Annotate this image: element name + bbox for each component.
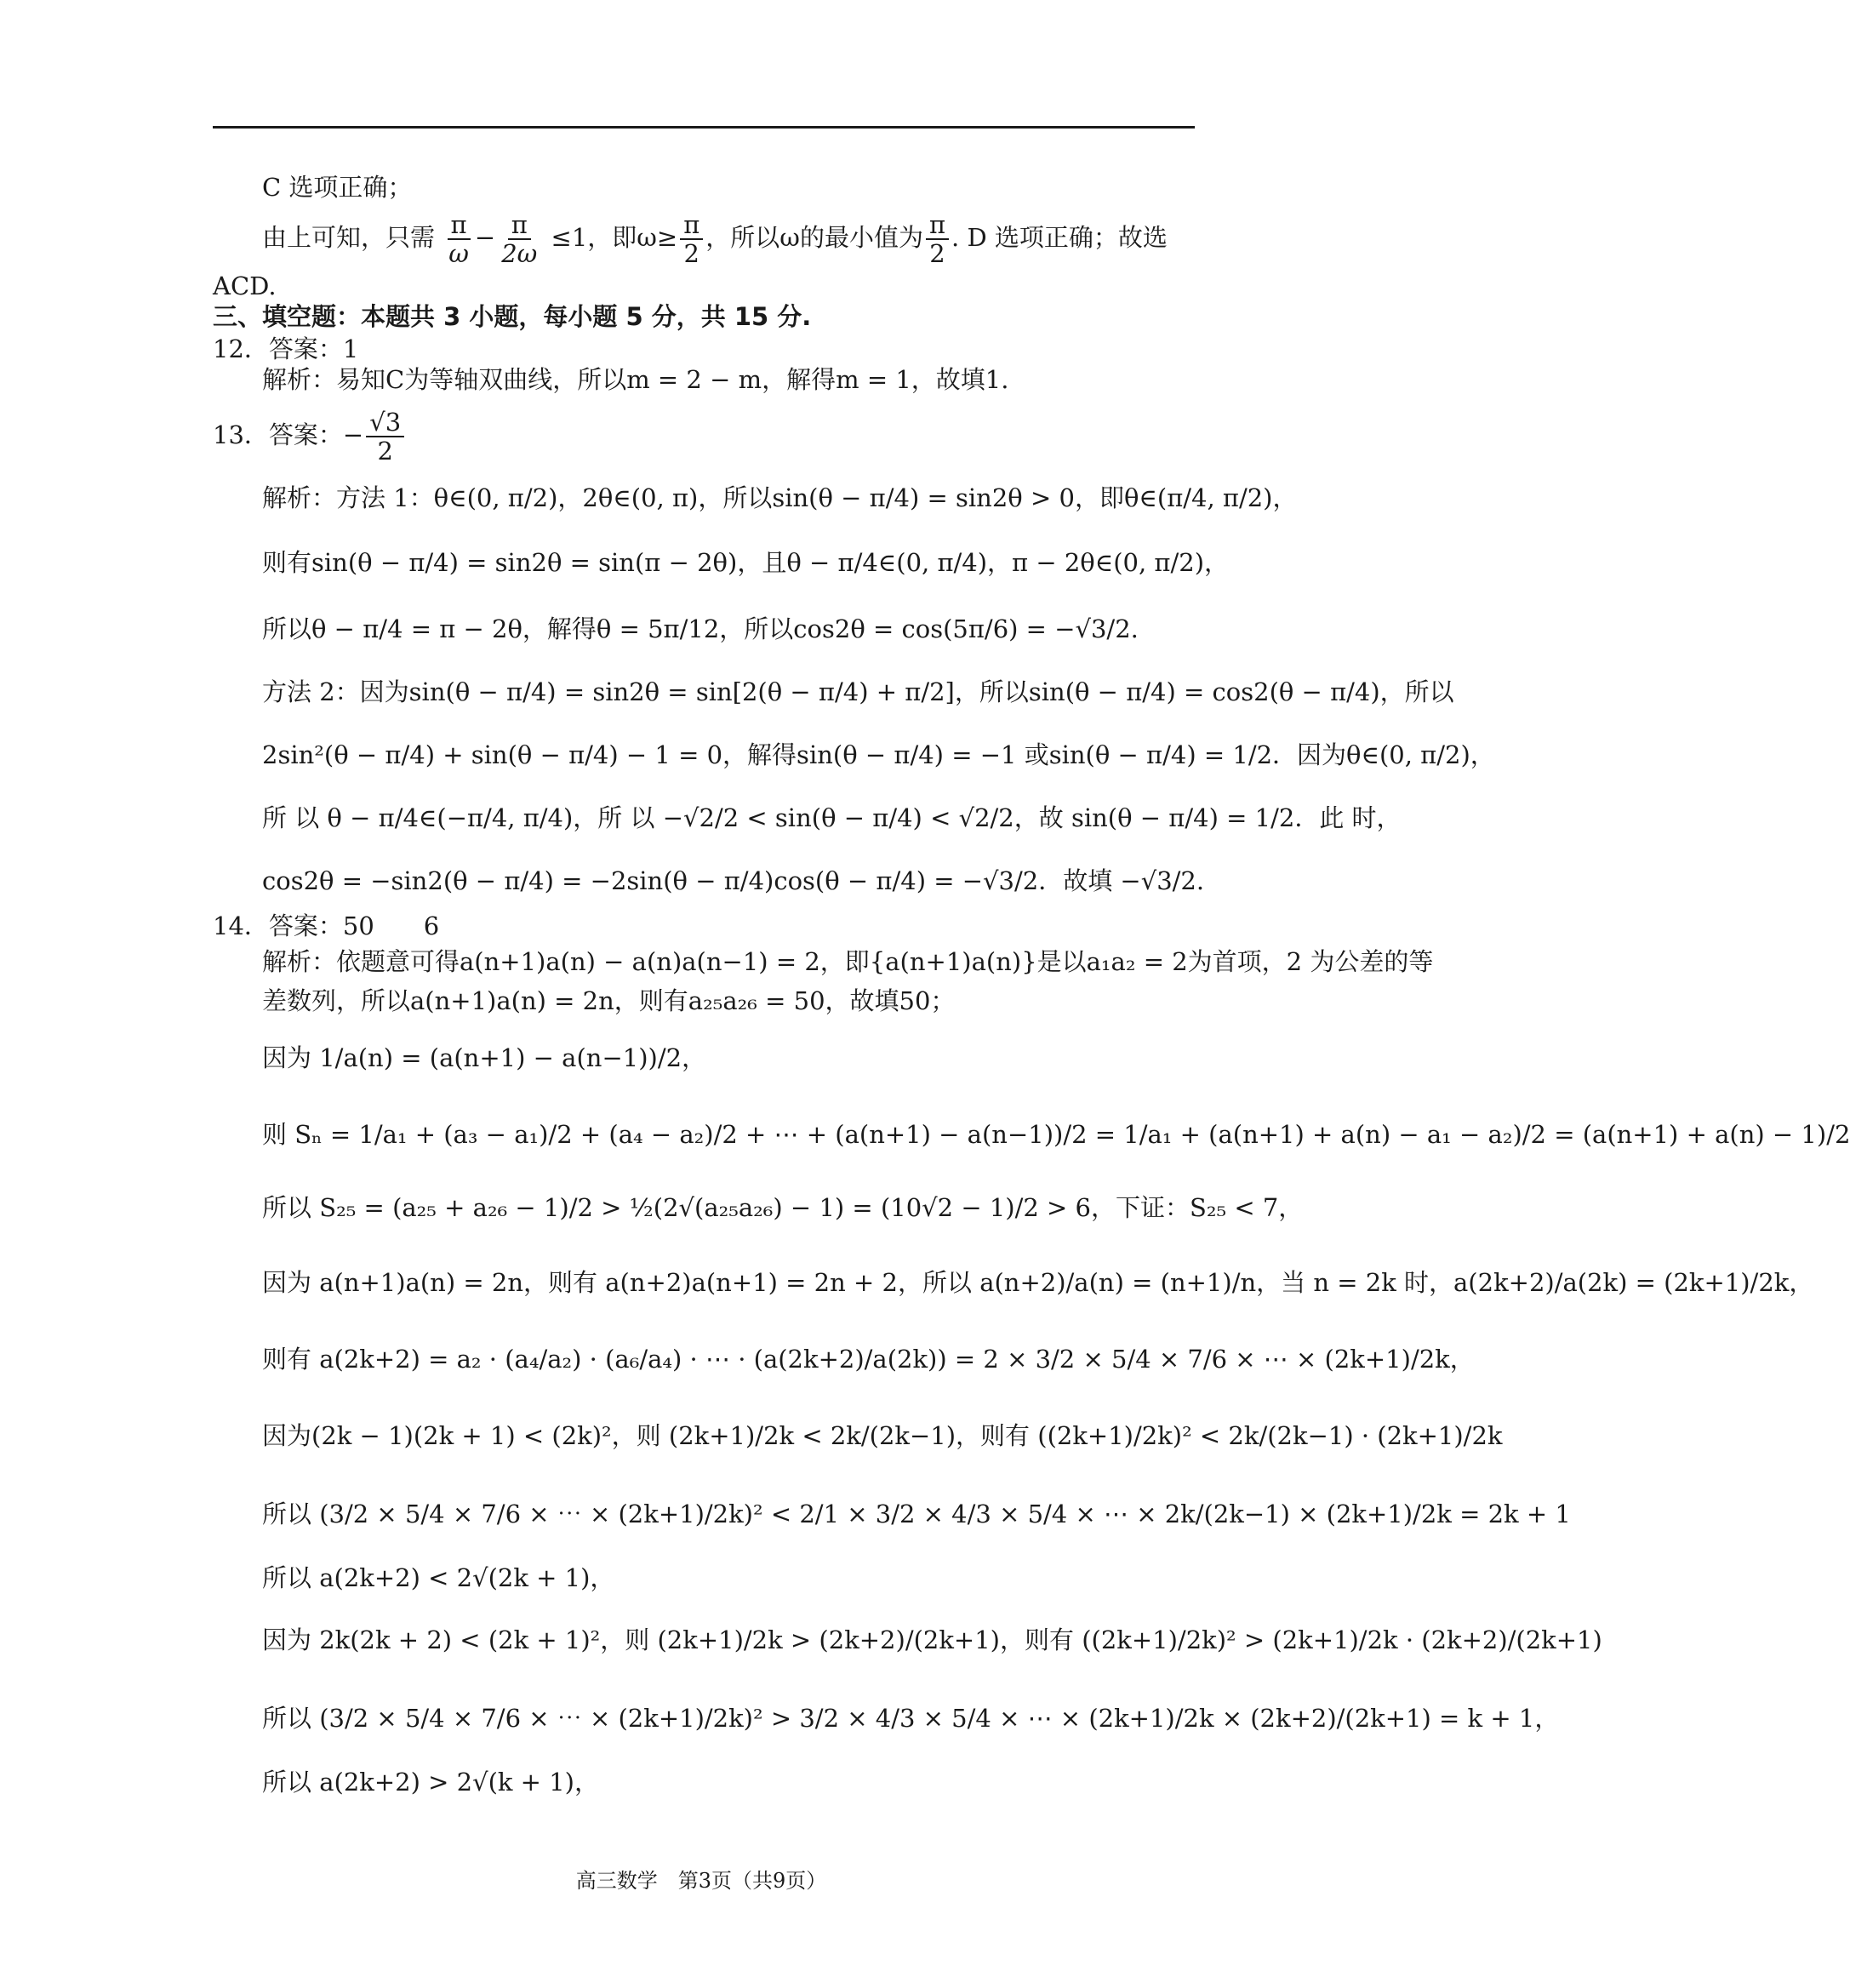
q13-answer: 13．答案：− $\frac{√3}{2}$ [213, 408, 407, 465]
q14-l6: 因为 a(n+1)a(n) = 2n，则有 a(n+2)a(n+1) = 2n + 2，所以 a(n+2)/a(n) = (n+1)/n，当 n = 2k 时，a(2k+2)/a(2k) = (2k+1)/2k， [262, 1268, 1814, 1297]
d-line-post: . D 选项正确；故选 [951, 223, 1168, 252]
fraction-pi-over-2omega: $\frac{\pi}{2\omega}$ [501, 210, 538, 268]
c-option-text: C 选项正确； [262, 173, 413, 202]
fraction-pi-over-2-min: $\frac{\pi}{2}$ [926, 211, 949, 267]
section-title: 三、填空题：本题共 3 小题，每小题 5 分，共 15 分. [213, 302, 812, 331]
q14-answer: 14．答案：50 6 [213, 911, 440, 940]
q12-analysis: 解析：易知C为等轴双曲线，所以m = 2 − m，解得m = 1，故填1. [262, 365, 1009, 394]
q13-m2-line1: 方法 2：因为sin(θ − π/4) = sin2θ = sin[2(θ − π/4) + π/2]，所以sin(θ − π/4) = cos2(θ − π/4)，所以 [262, 677, 1454, 706]
q13-m1-line2: 则有sin(θ − π/4) = sin2θ = sin(π − 2θ)，且θ − π/4∈(0, π/4)，π − 2θ∈(0, π/2)， [262, 548, 1230, 577]
d-option-line: 由上可知，只需 $\frac{\pi}{\omega}$ − $\frac{\pi}{2\omega}$ ≤1，即ω≥ $\frac{\pi}{2}$ ，所以ω的最小值为 $\frac{\pi}{2}$ . D 选项正确；故选 [262, 210, 1168, 268]
q14-l10: 所以 a(2k+2) < 2√(2k + 1)， [262, 1563, 615, 1592]
q14-l3: 因为 1/a(n) = (a(n+1) − a(n−1))/2， [262, 1043, 707, 1072]
d-line-mid: ≤1，即ω≥ [551, 223, 678, 252]
page-footer: 高三数学 第3页（共9页） [575, 1869, 827, 1893]
d-line-pre: 由上可知，只需 [262, 223, 436, 252]
fraction-pi-over-omega: $\frac{\pi}{\omega}$ [448, 210, 469, 268]
q14-l11: 因为 2k(2k + 2) < (2k + 1)²，则 (2k+1)/2k > (2k+2)/(2k+1)，则有 ((2k+1)/2k)² > (2k+1)/2k · (2k+2)/(2k+1) [262, 1625, 1602, 1654]
fraction-pi-over-2: $\frac{\pi}{2}$ [680, 211, 703, 267]
q13-m2-line3: 所 以 θ − π/4∈(−π/4, π/4)，所 以 −√2/2 < sin(θ − π/4) < √2/2，故 sin(θ − π/4) = 1/2．此 时， [262, 803, 1402, 832]
q14-l7: 则有 a(2k+2) = a₂ · (a₄/a₂) · (a₆/a₄) · ⋯ · (a(2k+2)/a(2k)) = 2 × 3/2 × 5/4 × 7/6 × ⋯ × (2k+1)/2k， [262, 1345, 1475, 1374]
q13-m1-line1: 解析：方法 1：θ∈(0, π/2)，2θ∈(0, π)，所以sin(θ − π/4) = sin2θ > 0，即θ∈(π/4, π/2)， [262, 483, 1298, 512]
q13-m2-line2: 2sin²(θ − π/4) + sin(θ − π/4) − 1 = 0，解得sin(θ − π/4) = −1 或sin(θ − π/4) = 1/2．因为θ∈(0, π/2)， [262, 740, 1495, 769]
q13-m1-line3: 所以θ − π/4 = π − 2θ，解得θ = 5π/12，所以cos2θ = cos(5π/6) = −√3/2. [262, 614, 1139, 643]
q13-answer-fraction: $\frac{√3}{2}$ [366, 408, 404, 465]
d-line-mid2: ，所以ω的最小值为 [705, 223, 923, 252]
q14-l13: 所以 a(2k+2) > 2√(k + 1)， [262, 1768, 599, 1797]
q14-l12: 所以 (3/2 × 5/4 × 7/6 × ⋯ × (2k+1)/2k)² > 3/2 × 4/3 × 5/4 × ⋯ × (2k+1)/2k × (2k+2)/(2k+1) = k + 1， [262, 1704, 1560, 1733]
q14-l5: 所以 S₂₅ = (a₂₅ + a₂₆ − 1)/2 > ½(2√(a₂₅a₂₆) − 1) = (10√2 − 1)/2 > 6，下证：S₂₅ < 7， [262, 1193, 1304, 1222]
header-rule [213, 126, 1195, 129]
q14-l2: 差数列，所以a(n+1)a(n) = 2n，则有a₂₅a₂₆ = 50，故填50； [262, 986, 956, 1015]
q13-label: 13．答案： [213, 420, 343, 449]
q13-m2-line4: cos2θ = −sin2(θ − π/4) = −2sin(θ − π/4)cos(θ − π/4) = −√3/2．故填 −√3/2. [262, 866, 1205, 895]
q14-l1: 解析：依题意可得a(n+1)a(n) − a(n)a(n−1) = 2，即{a(n+1)a(n)}是以a₁a₂ = 2为首项，2 为公差的等 [262, 947, 1434, 976]
q14-l4: 则 Sₙ = 1/a₁ + (a₃ − a₁)/2 + (a₄ − a₂)/2 + ⋯ + (a(n+1) − a(n−1))/2 = 1/a₁ + (a(n+1) + a(n) − a₁ − a₂)/2 = (a(n+1) + a(n) − 1)/2 [262, 1120, 1850, 1149]
q14-l9: 所以 (3/2 × 5/4 × 7/6 × ⋯ × (2k+1)/2k)² < 2/1 × 3/2 × 4/3 × 5/4 × ⋯ × 2k/(2k−1) × (2k+1)/2k = 2k + 1 [262, 1500, 1571, 1528]
acd-text: ACD. [213, 271, 277, 300]
q14-l8: 因为(2k − 1)(2k + 1) < (2k)²，则 (2k+1)/2k < 2k/(2k−1)，则有 ((2k+1)/2k)² < 2k/(2k−1) · (2k+1)/2k [262, 1421, 1503, 1450]
q12-answer: 12．答案：1 [213, 334, 359, 363]
